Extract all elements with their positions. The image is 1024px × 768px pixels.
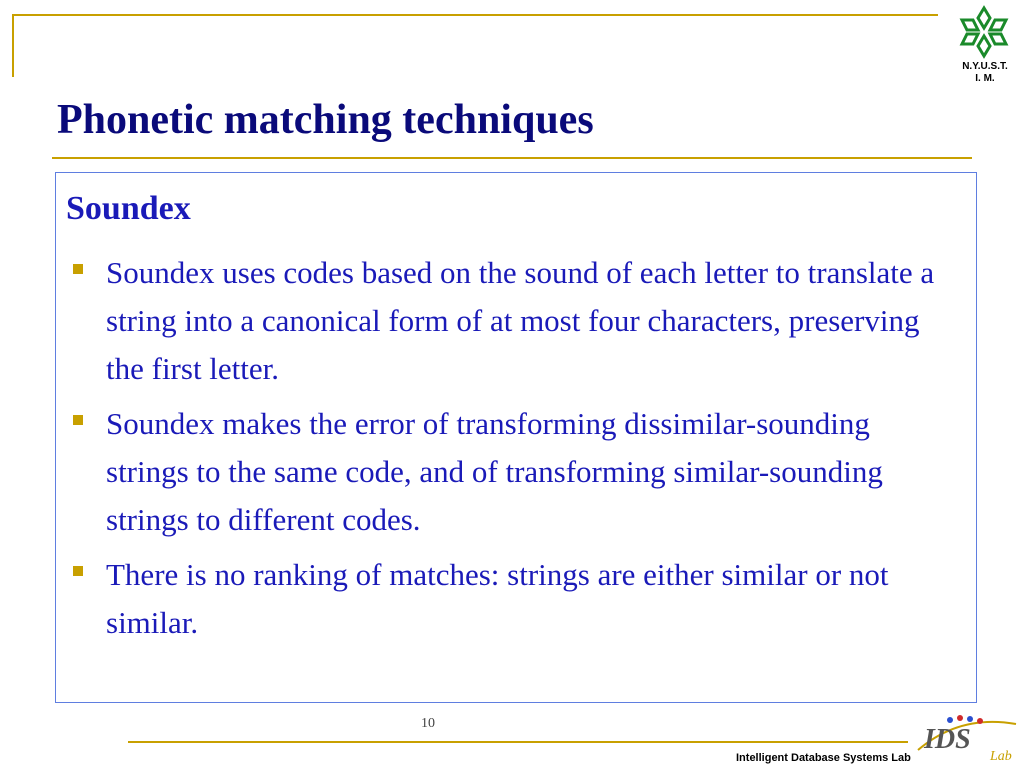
- page-number: 10: [421, 716, 435, 731]
- bullet-list: [70, 249, 960, 654]
- square-bullet-icon: [73, 415, 83, 425]
- bottom-decorative-rule: [128, 741, 908, 743]
- bullet-item: [70, 400, 960, 544]
- bullet-text: Soundex makes the error of transforming dissimilar-sounding strings to the same code, and of transforming similar-sounding strings to different codes.: [106, 406, 883, 537]
- lab-name: Intelligent Database Systems Lab: [736, 752, 911, 764]
- bullet-text: Soundex uses codes based on the sound of each letter to translate a string into a canonical form of at most four characters, preserving the first letter.: [106, 255, 935, 386]
- top-decorative-rule: [12, 14, 938, 16]
- nyust-logo-icon: [956, 4, 1012, 60]
- ids-lab-logo-icon: [910, 710, 1022, 766]
- square-bullet-icon: [73, 264, 83, 274]
- logo-line-1: N.Y.U.S.T.: [962, 61, 1008, 72]
- title-underline-rule: [52, 157, 972, 159]
- content-box: [55, 172, 977, 703]
- bullet-text: There is no ranking of matches: strings are either similar or not similar.: [106, 557, 889, 640]
- square-bullet-icon: [73, 566, 83, 576]
- slide-title: Phonetic matching techniques: [57, 97, 594, 143]
- bullet-item: [70, 249, 960, 393]
- nyust-logo-text: [948, 61, 1022, 85]
- lab-logo-sub: Lab: [990, 749, 1012, 764]
- logo-line-2: I. M.: [975, 73, 995, 84]
- bullet-item: [70, 551, 960, 647]
- lab-logo-letters: IDS: [924, 724, 971, 755]
- section-heading: Soundex: [66, 190, 191, 227]
- left-decorative-rule: [12, 14, 14, 77]
